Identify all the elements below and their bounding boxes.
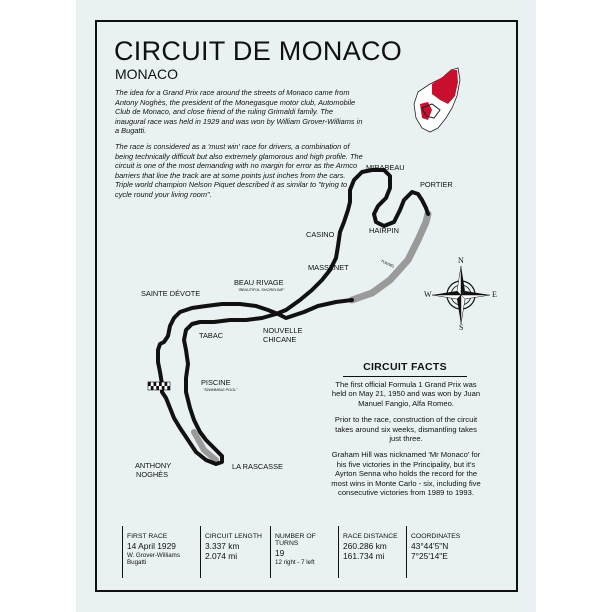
compass-west-label: W — [424, 290, 432, 299]
monaco-locator-map-icon — [414, 68, 460, 132]
corner-label-la-rascasse: LA RASCASSE — [232, 462, 283, 471]
intro-paragraph: The idea for a Grand Prix race around the streets of Monaco came from Antony Noghès, the president of the Monegasque motor club, Automobile Club de Monaco, and close friend of the ruling Grimaldi family. The inaugural race was held in 1929 and was won by William Grover-Williams in a Bugatti. — [115, 88, 363, 136]
stat-heading: RACE DISTANCE — [343, 533, 398, 540]
corner-label-mirabeau: MIRABEAU — [366, 163, 405, 172]
page-title: CIRCUIT DE MONACO — [114, 36, 403, 66]
tunnel-label: TUNNEL — [379, 258, 396, 270]
page-subtitle: MONACO — [115, 66, 178, 82]
corner-label-piscine: PISCINE — [201, 378, 231, 387]
intro-paragraph: The race is considered as a 'must win' race for drivers, a combination of being technically difficult but also extremely glamorous and high profile. The circuit is one of the most demanding with no margin for error as the Armco barriers that line the track are at some points just inches from the cars. Triple world champion Nelson Piquet described it as similar to "trying to cycle round your living room". — [115, 141, 363, 199]
corner-label-sainte-devote: SAINTE DÉVOTE — [141, 289, 201, 298]
stat-value: 2.074 mi — [205, 550, 238, 561]
corner-label-tabac: TABAC — [199, 331, 224, 340]
stat-first-race — [122, 526, 198, 578]
stat-value: 260.286 km — [343, 541, 387, 551]
stat-heading: CIRCUIT LENGTH — [205, 533, 262, 540]
stat-value: 3.337 km — [205, 541, 240, 551]
corner-label-massenet: MASSENET — [308, 263, 349, 272]
corner-sublabel-piscine: "SWIMMING POOL" — [203, 388, 238, 392]
corner-sublabel-beau-rivage: "BEAUTIFUL SHORELINE" — [238, 288, 285, 292]
stats-bar — [122, 526, 492, 578]
stat-circuit-length — [200, 526, 270, 578]
facts-paragraph: Graham Hill was nicknamed 'Mr Monaco' for his five victories in the Principality, but it's Ayrton Senna who holds the record for the most wins in Monte Carlo - six, including five consecutive victories from 1989 to 1993. — [331, 450, 481, 498]
stat-value: 7°25'14"E — [411, 550, 448, 561]
compass-south-label: S — [459, 323, 464, 332]
corner-label-anthony-noghes: NOGHÈS — [136, 470, 169, 479]
stat-detail: 12 right - 7 left — [275, 558, 315, 566]
stat-coordinates — [406, 526, 492, 578]
facts-paragraph: The first official Formula 1 Grand Prix was held on May 21, 1950 and was won by Juan Manuel Fangio, Alfa Romeo. — [331, 380, 481, 408]
stat-heading: FIRST RACE — [127, 533, 168, 540]
stat-heading: COORDINATES — [411, 533, 461, 540]
corner-label-anthony-noghes: ANTHONY — [135, 461, 172, 470]
stat-detail: W. Grover-Williams — [127, 551, 180, 559]
corner-label-nouvelle-chicane: CHICANE — [263, 335, 297, 344]
corner-label-nouvelle-chicane: NOUVELLE — [263, 326, 303, 335]
circuit-facts-divider — [343, 376, 467, 377]
circuit-facts-text — [330, 380, 482, 504]
circuit-facts-title: CIRCUIT FACTS — [363, 361, 447, 373]
compass-east-label: E — [492, 290, 497, 299]
stat-value: 19 — [275, 548, 285, 558]
start-finish-flag-icon — [148, 382, 170, 390]
corner-label-casino: CASINO — [306, 230, 335, 239]
stat-detail: Bugatti — [127, 559, 147, 567]
compass-rose-icon — [432, 266, 490, 324]
stat-value: 14 April 1929 — [127, 541, 176, 551]
compass-north-label: N — [458, 256, 464, 265]
stat-value: 43°44'5"N — [411, 541, 449, 551]
stat-race-distance — [338, 526, 406, 578]
corner-label-beau-rivage: BEAU RIVAGE — [234, 278, 284, 287]
stat-number-of-turns — [270, 526, 338, 578]
stat-heading: NUMBER OF TURNS — [275, 533, 316, 547]
corner-label-portier: PORTIER — [420, 180, 453, 189]
facts-paragraph: Prior to the race, construction of the circuit takes around six weeks, dismantling takes just three. — [334, 415, 478, 444]
corner-label-hairpin: HAIRPIN — [369, 226, 399, 235]
stat-value: 161.734 mi — [343, 550, 385, 561]
